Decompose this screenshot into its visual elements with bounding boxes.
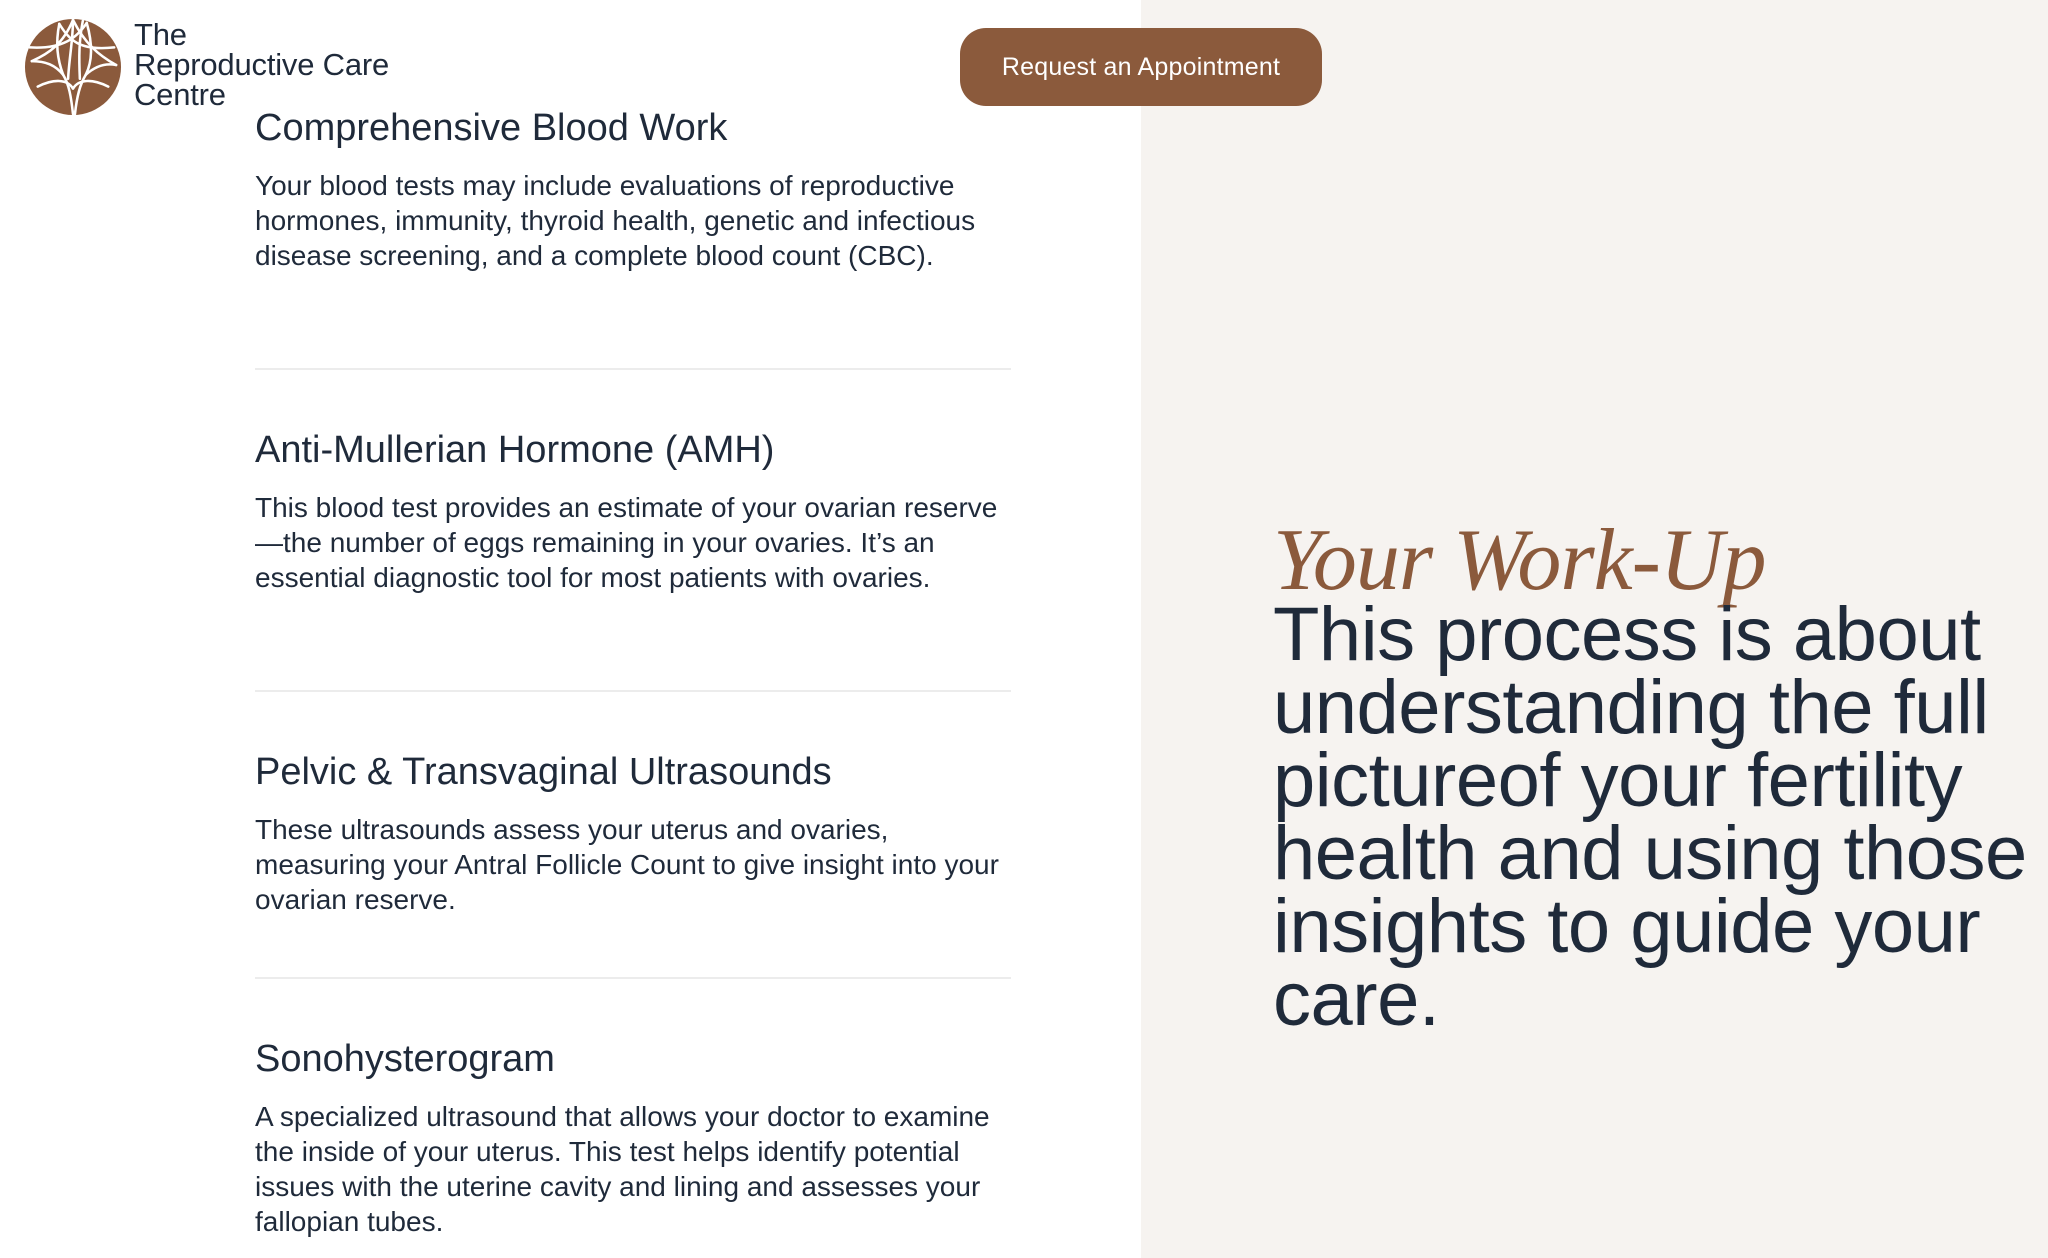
- service-title: Anti-Mullerian Hormone (AMH): [255, 429, 775, 471]
- service-description: These ultrasounds assess your uterus and ovaries, measuring your Antral Follicle Count to give insight into your ovarian reserve.: [255, 814, 999, 915]
- service-description: This blood test provides an estimate of your ovarian reserve—the number of eggs remaining in your ovaries. It’s an essential diagnostic tool for most patients with ovaries.: [255, 492, 998, 593]
- service-item: [255, 106, 1011, 273]
- tree-circle-icon: [24, 18, 122, 116]
- service-title: Comprehensive Blood Work: [255, 107, 728, 149]
- logo-line: The: [134, 17, 187, 52]
- service-item: [255, 1037, 1011, 1239]
- service-item: [255, 750, 1011, 917]
- divider: [255, 977, 1011, 979]
- divider: [255, 368, 1011, 370]
- service-item: [255, 428, 1011, 595]
- divider: [255, 690, 1011, 692]
- service-title: Sonohysterogram: [255, 1038, 555, 1080]
- logo-line: Centre: [134, 77, 226, 112]
- request-appointment-button[interactable]: Request an Appointment: [960, 28, 1322, 106]
- service-description: Your blood tests may include evaluations of reproductive hormones, immunity, thyroid health, genetic and infectious disease screening, and a complete blood count (CBC).: [255, 170, 976, 271]
- service-title: Pelvic & Transvaginal Ultrasounds: [255, 751, 832, 793]
- service-description: A specialized ultrasound that allows your doctor to examine the inside of your uterus. This test helps identify potential issues with the uterine cavity and lining and assesses your fallopian tubes.: [255, 1101, 990, 1237]
- logo-wordmark: [134, 17, 390, 112]
- workup-heading: This process is about understanding the full pictureof your fertility health and using those insights to guide your care.: [1273, 592, 2027, 1042]
- site-logo[interactable]: [24, 18, 389, 116]
- logo-line: Reproductive Care: [134, 47, 390, 82]
- workup-eyebrow: Your Work-Up: [1273, 512, 1766, 609]
